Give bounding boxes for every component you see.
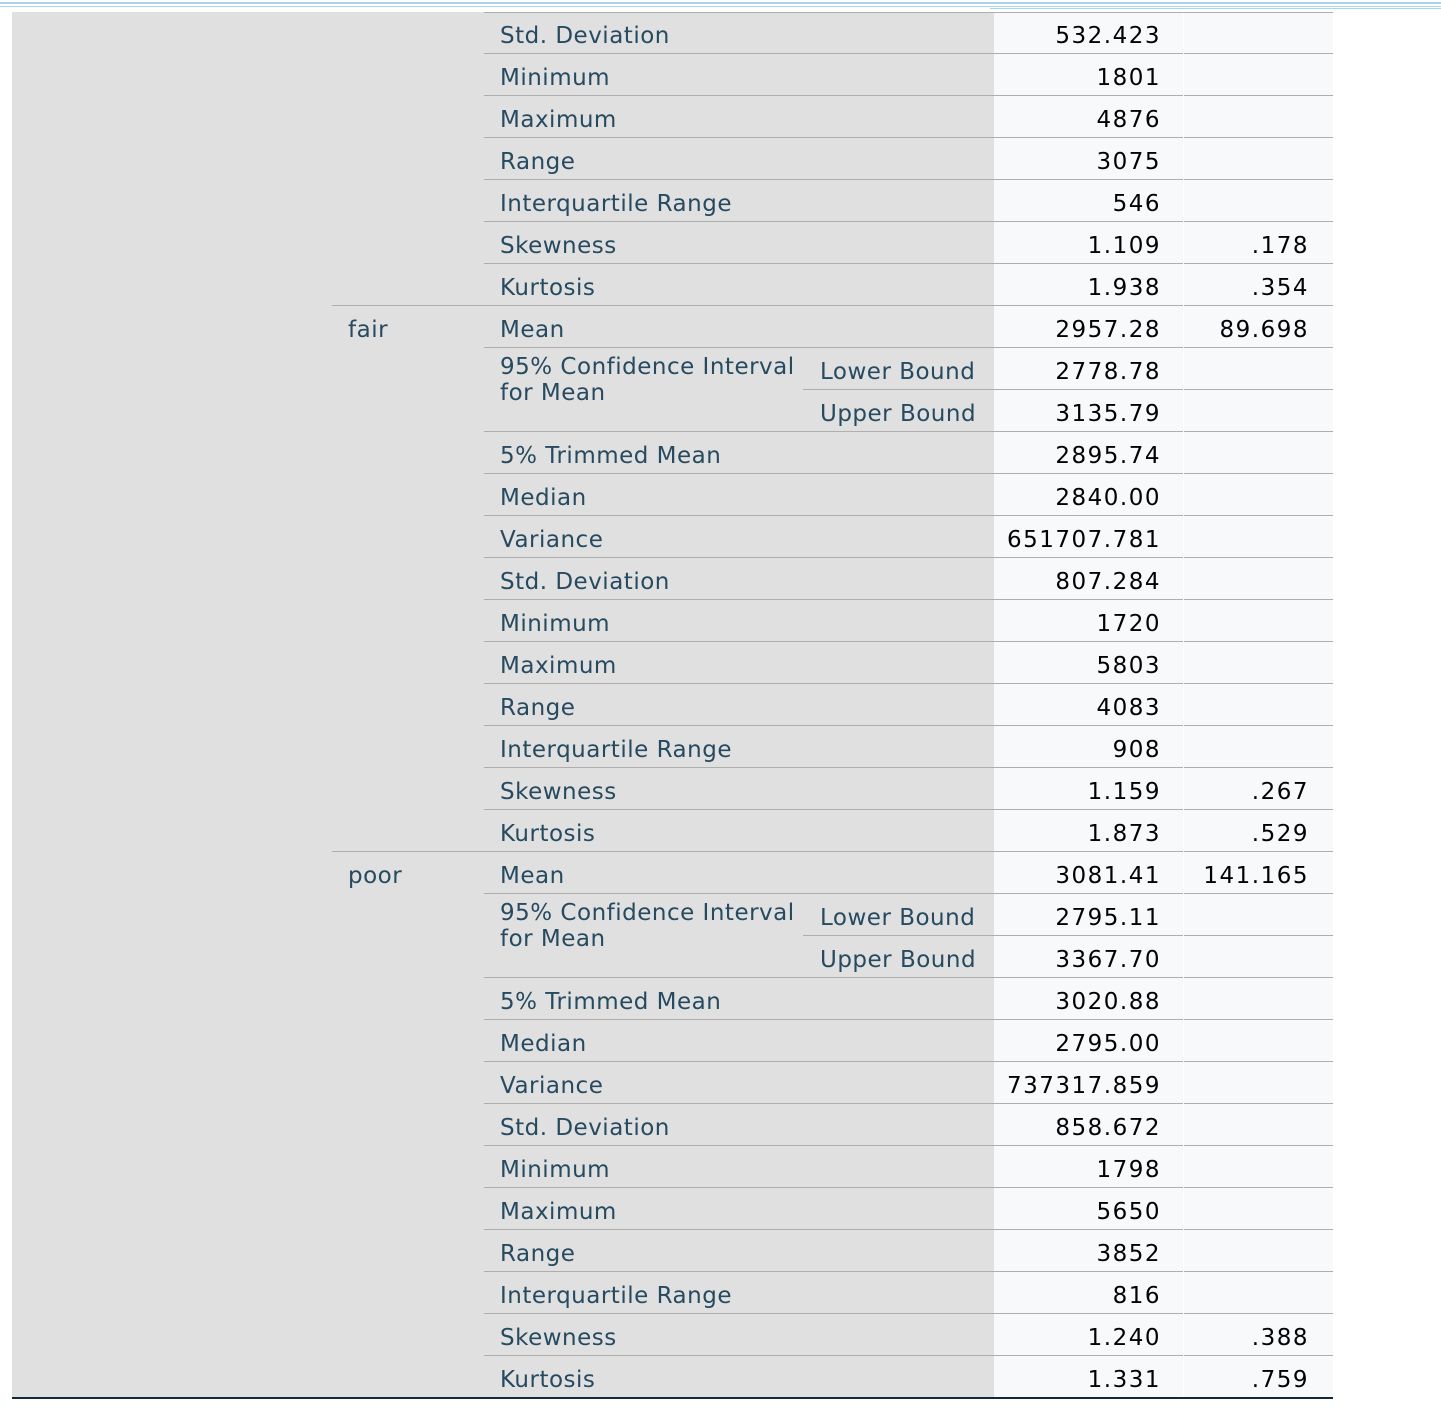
statistic-label: Std. Deviation — [500, 569, 670, 595]
table-row — [0, 432, 1441, 474]
statistic-label: Interquartile Range — [500, 737, 732, 763]
std-error-cell — [1184, 978, 1333, 1020]
statistic-value: 3020.88 — [1055, 989, 1161, 1015]
statistic-value: 2795.11 — [1055, 905, 1161, 931]
std-error-cell — [1184, 558, 1333, 600]
std-error-cell — [1184, 1062, 1333, 1104]
statistic-label: 95% Confidence Interval for Mean — [500, 900, 795, 952]
table-row — [0, 810, 1441, 852]
statistic-label: Range — [500, 695, 576, 721]
table-row — [0, 852, 1441, 894]
statistic-value: 737317.859 — [1006, 1073, 1161, 1099]
statistic-value: 858.672 — [1055, 1115, 1161, 1141]
table-row — [0, 558, 1441, 600]
std-error-cell — [1184, 684, 1333, 726]
std-error-cell — [1184, 180, 1333, 222]
table-row — [0, 642, 1441, 684]
table-row — [0, 264, 1441, 306]
statistic-value: 1.873 — [1087, 821, 1161, 847]
table-row — [0, 1314, 1441, 1356]
statistic-label: Variance — [500, 527, 604, 553]
std-error-cell — [1184, 474, 1333, 516]
statistic-label: Median — [500, 1031, 587, 1057]
statistic-value: 2778.78 — [1055, 359, 1161, 385]
std-error-cell — [1184, 600, 1333, 642]
table-row — [0, 390, 1441, 432]
table-row — [0, 1272, 1441, 1314]
statistic-value: 3081.41 — [1055, 863, 1161, 889]
statistic-label: Std. Deviation — [500, 1115, 670, 1141]
std-error-cell — [1184, 54, 1333, 96]
statistic-label: Kurtosis — [500, 275, 596, 301]
statistic-value: 1798 — [1096, 1157, 1161, 1183]
std-error-cell — [1184, 1104, 1333, 1146]
table-row — [0, 1020, 1441, 1062]
statistic-label: Variance — [500, 1073, 604, 1099]
statistic-value: 3367.70 — [1055, 947, 1161, 973]
statistic-label: Std. Deviation — [500, 23, 670, 49]
statistic-value: 5650 — [1096, 1199, 1161, 1225]
std-error-cell — [1184, 642, 1333, 684]
statistic-label: Mean — [500, 317, 565, 343]
statistic-value: 807.284 — [1055, 569, 1161, 595]
statistic-value: 3075 — [1096, 149, 1161, 175]
statistic-label: Range — [500, 149, 576, 175]
statistic-value: 3852 — [1096, 1241, 1161, 1267]
std-error-cell — [1184, 1272, 1333, 1314]
statistic-value: 2895.74 — [1055, 443, 1161, 469]
statistic-label: Range — [500, 1241, 576, 1267]
top-accent-rule — [990, 8, 1441, 9]
std-error-value: .529 — [1251, 821, 1309, 847]
std-error-cell — [1184, 516, 1333, 558]
bound-label: Lower Bound — [820, 359, 976, 385]
std-error-cell — [1184, 96, 1333, 138]
statistic-value: 3135.79 — [1055, 401, 1161, 427]
statistic-value: 532.423 — [1055, 23, 1161, 49]
statistic-label: Interquartile Range — [500, 1283, 732, 1309]
std-error-cell — [1184, 138, 1333, 180]
std-error-cell — [1184, 726, 1333, 768]
statistic-label: Maximum — [500, 107, 617, 133]
statistic-label: Kurtosis — [500, 1367, 596, 1393]
table-row — [0, 726, 1441, 768]
statistic-label: Minimum — [500, 1157, 611, 1183]
statistic-label: Mean — [500, 863, 565, 889]
std-error-cell — [1184, 1188, 1333, 1230]
std-error-value: .178 — [1251, 233, 1309, 259]
bound-label: Lower Bound — [820, 905, 976, 931]
table-row — [0, 180, 1441, 222]
table-row — [0, 894, 1441, 952]
bound-label: Upper Bound — [820, 401, 977, 427]
std-error-value: .354 — [1251, 275, 1309, 301]
std-error-cell — [1184, 432, 1333, 474]
statistic-label: Skewness — [500, 1325, 617, 1351]
statistic-value: 1720 — [1096, 611, 1161, 637]
statistic-value: 2957.28 — [1055, 317, 1161, 343]
row-divider — [484, 12, 1333, 13]
statistic-value: 1.109 — [1087, 233, 1161, 259]
statistic-label: Skewness — [500, 233, 617, 259]
statistic-label: 5% Trimmed Mean — [500, 989, 722, 1015]
std-error-value: 141.165 — [1203, 863, 1309, 889]
std-error-cell — [1184, 390, 1333, 432]
std-error-cell — [1184, 894, 1333, 936]
table-row — [0, 222, 1441, 264]
table-row — [0, 96, 1441, 138]
category-label: fair — [348, 317, 389, 343]
statistic-value: 1801 — [1096, 65, 1161, 91]
statistic-label: Maximum — [500, 653, 617, 679]
statistic-value: 908 — [1112, 737, 1161, 763]
std-error-cell — [1184, 12, 1333, 54]
statistic-value: 1.938 — [1087, 275, 1161, 301]
table-row — [0, 1230, 1441, 1272]
table-row — [0, 768, 1441, 810]
statistic-value: 5803 — [1096, 653, 1161, 679]
table-row — [0, 1146, 1441, 1188]
table-row — [0, 936, 1441, 978]
table-row — [0, 1188, 1441, 1230]
statistic-value: 4876 — [1096, 107, 1161, 133]
bound-label: Upper Bound — [820, 947, 977, 973]
statistic-label: Minimum — [500, 611, 611, 637]
statistic-value: 1.159 — [1087, 779, 1161, 805]
top-accent-rule — [0, 6, 1441, 7]
table-row — [0, 1356, 1441, 1398]
table-row — [0, 516, 1441, 558]
statistic-value: 651707.781 — [1006, 527, 1161, 553]
statistic-value: 1.331 — [1087, 1367, 1161, 1393]
table-row — [0, 1062, 1441, 1104]
table-row — [0, 348, 1441, 406]
std-error-value: .388 — [1251, 1325, 1309, 1351]
table-row — [0, 54, 1441, 96]
std-error-value: .267 — [1251, 779, 1309, 805]
statistic-label: Skewness — [500, 779, 617, 805]
std-error-cell — [1184, 1230, 1333, 1272]
table-row — [0, 600, 1441, 642]
table-row — [0, 138, 1441, 180]
std-error-cell — [1184, 936, 1333, 978]
std-error-cell — [1184, 348, 1333, 390]
table-row — [0, 12, 1441, 54]
std-error-cell — [1184, 1020, 1333, 1062]
statistic-label: Kurtosis — [500, 821, 596, 847]
statistic-label: Minimum — [500, 65, 611, 91]
top-accent-rule — [0, 2, 1441, 4]
table-row — [0, 684, 1441, 726]
category-label: poor — [348, 863, 403, 889]
std-error-cell — [1184, 1146, 1333, 1188]
statistic-value: 2840.00 — [1055, 485, 1161, 511]
statistic-label: 5% Trimmed Mean — [500, 443, 722, 469]
std-error-value: .759 — [1251, 1367, 1309, 1393]
statistic-value: 2795.00 — [1055, 1031, 1161, 1057]
statistic-label: Maximum — [500, 1199, 617, 1225]
table-row — [0, 1104, 1441, 1146]
statistic-value: 4083 — [1096, 695, 1161, 721]
statistic-value: 1.240 — [1087, 1325, 1161, 1351]
statistic-label: Interquartile Range — [500, 191, 732, 217]
table-row — [0, 474, 1441, 516]
std-error-value: 89.698 — [1219, 317, 1309, 343]
statistic-value: 546 — [1112, 191, 1161, 217]
statistic-value: 816 — [1112, 1283, 1161, 1309]
table-row — [0, 978, 1441, 1020]
statistic-label: 95% Confidence Interval for Mean — [500, 354, 795, 406]
table-bottom-border — [12, 1397, 1333, 1399]
statistic-label: Median — [500, 485, 587, 511]
table-row — [0, 306, 1441, 348]
